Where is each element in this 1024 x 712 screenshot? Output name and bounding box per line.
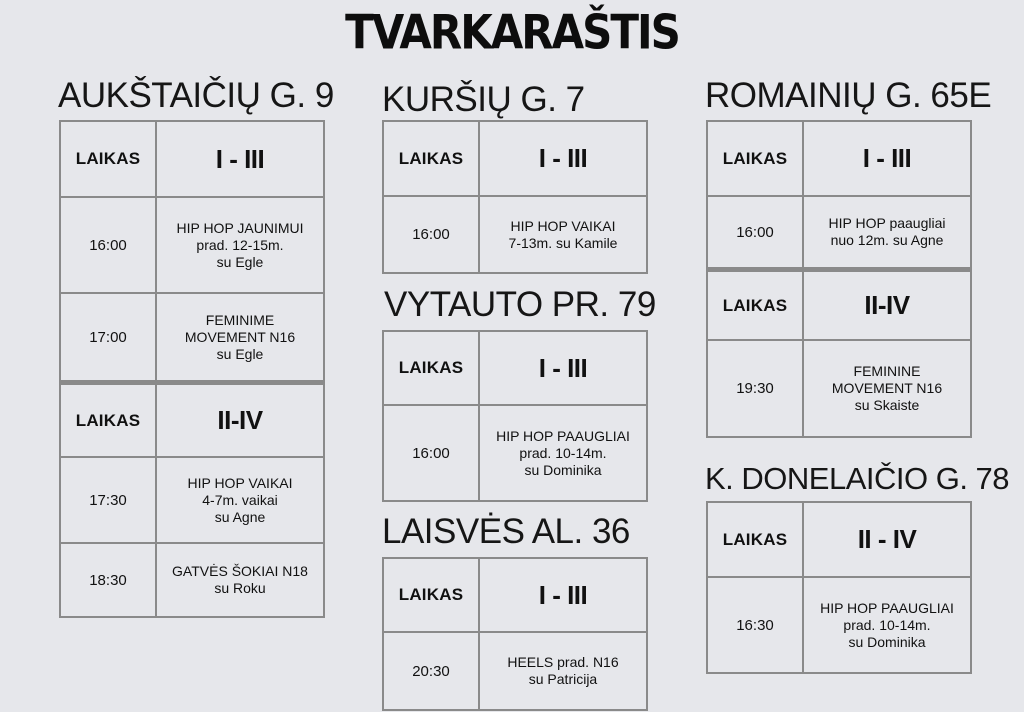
location-heading-romainiu: ROMAINIŲ G. 65E [705, 76, 992, 115]
time-column-header: LAIKAS [384, 122, 480, 195]
table-row [61, 292, 323, 380]
table-header-row [61, 380, 323, 456]
schedule-table-aukstaiciu [59, 120, 325, 618]
schedule-table-donelaicio [706, 501, 972, 674]
group-column-header: II-IV [217, 405, 263, 435]
class-cell: GATVĖS ŠOKIAI N18 su Roku [172, 563, 308, 596]
time-column-header: LAIKAS [384, 559, 480, 631]
time-cell: 17:30 [61, 458, 157, 542]
class-cell: FEMINIME MOVEMENT N16 su Egle [184, 311, 296, 362]
table-row [708, 576, 970, 672]
table-row [61, 456, 323, 542]
class-cell: HIP HOP VAIKAI 4-7m. vaikai su Agne [187, 474, 293, 525]
group-column-header: I - III [215, 143, 265, 174]
location-heading-vytauto: VYTAUTO PR. 79 [384, 285, 656, 324]
class-cell: HIP HOP paaugliai nuo 12m. su Agne [828, 215, 946, 248]
schedule-table-vytauto [382, 330, 648, 502]
time-cell: 16:00 [384, 197, 480, 272]
time-column-header: LAIKAS [708, 122, 804, 195]
time-cell: 16:00 [61, 198, 157, 292]
table-row [384, 195, 646, 272]
page-title: TVARKARAŠTIS [345, 5, 679, 60]
schedule-table-laisves [382, 557, 648, 711]
table-row [61, 542, 323, 616]
class-cell: HIP HOP PAAUGLIAI prad. 10-14m. su Dominika [820, 599, 954, 650]
time-column-header: LAIKAS [384, 332, 480, 404]
class-cell: HIP HOP VAIKAI 7-13m. su Kamile [508, 217, 618, 251]
table-header-row [61, 122, 323, 196]
location-heading-aukstaiciu: AUKŠTAIČIŲ G. 9 [58, 76, 334, 115]
time-cell: 18:30 [61, 544, 157, 616]
time-cell: 16:30 [708, 578, 804, 672]
table-header-row [708, 122, 970, 195]
group-column-header: I - III [538, 143, 588, 173]
table-row [708, 339, 970, 436]
time-column-header: LAIKAS [708, 503, 804, 576]
table-row [61, 196, 323, 292]
time-cell: 20:30 [384, 633, 480, 709]
group-column-header: I - III [538, 352, 588, 383]
location-heading-kursiu: KURŠIŲ G. 7 [382, 80, 585, 119]
table-row [384, 404, 646, 500]
time-column-header: LAIKAS [61, 122, 157, 196]
location-heading-donelaicio: K. DONELAIČIO G. 78 [705, 461, 1010, 496]
class-cell: HIP HOP JAUNIMUI prad. 12-15m. su Egle [176, 219, 304, 270]
class-cell: HEELS prad. N16 su Patricija [507, 654, 619, 687]
group-column-header: I - III [862, 143, 912, 173]
time-column-header: LAIKAS [708, 272, 804, 339]
table-header-row [708, 267, 970, 339]
table-header-row [708, 503, 970, 576]
location-heading-laisves: LAISVĖS AL. 36 [382, 512, 630, 551]
table-header-row [384, 122, 646, 195]
table-row [384, 631, 646, 709]
group-column-header: II-IV [864, 290, 910, 320]
time-cell: 19:30 [708, 341, 804, 436]
schedule-table-romainiu [706, 120, 972, 438]
time-column-header: LAIKAS [61, 385, 157, 456]
schedule-table-kursiu [382, 120, 648, 274]
class-cell: FEMININE MOVEMENT N16 su Skaiste [831, 363, 943, 413]
time-cell: 17:00 [61, 294, 157, 380]
group-column-header: II - IV [857, 524, 917, 554]
table-header-row [384, 332, 646, 404]
class-cell: HIP HOP PAAUGLIAI prad. 10-14m. su Dominika [496, 427, 630, 478]
group-column-header: I - III [538, 579, 588, 610]
table-header-row [384, 559, 646, 631]
time-cell: 16:00 [708, 197, 804, 267]
time-cell: 16:00 [384, 406, 480, 500]
table-row [708, 195, 970, 267]
